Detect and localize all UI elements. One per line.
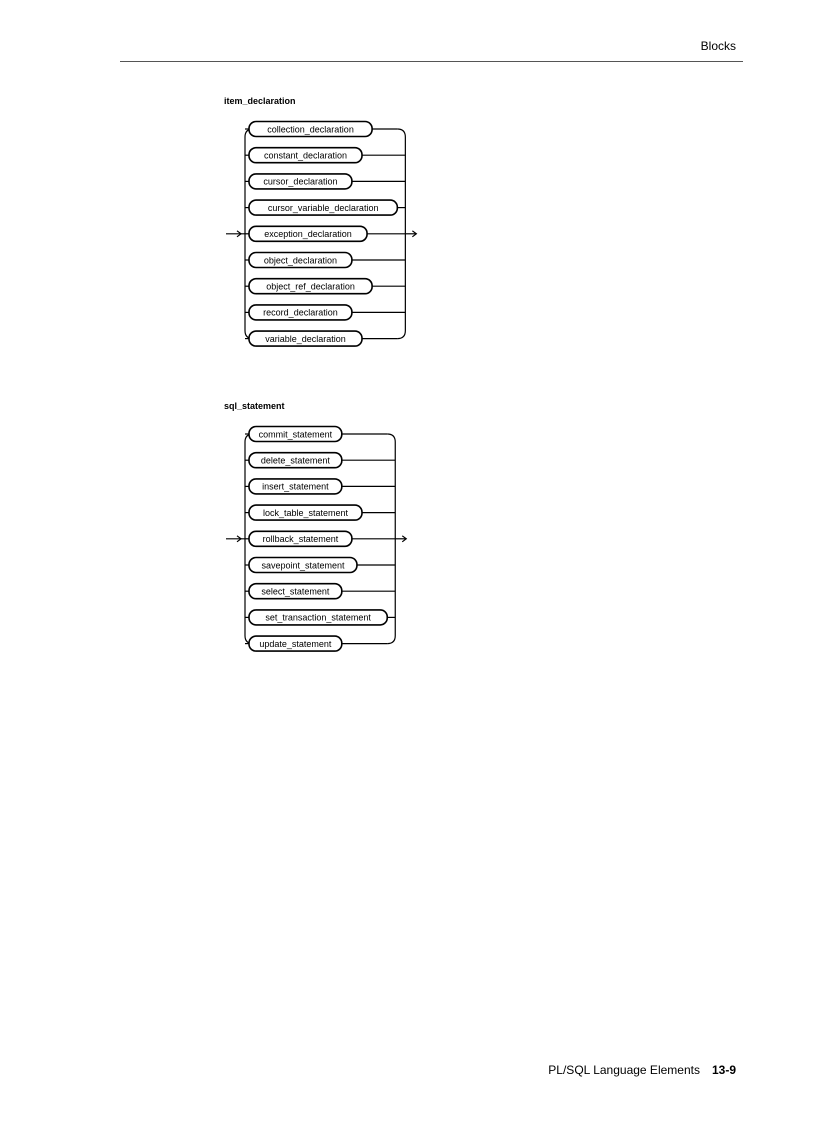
- footer-page-number: 13-9: [711, 1063, 736, 1077]
- syntax-node-label: variable_declaration: [265, 333, 346, 344]
- syntax-node-label: savepoint_statement: [261, 560, 345, 571]
- syntax-node-label: lock_table_statement: [262, 507, 349, 518]
- syntax-node-label: update_statement: [259, 638, 332, 649]
- diagram-title-item-declaration: item_declaration: [224, 96, 296, 106]
- syntax-node-label: set_transaction_statement: [265, 612, 371, 623]
- syntax-node-label: select_statement: [261, 586, 330, 597]
- syntax-node-label: insert_statement: [262, 481, 329, 492]
- syntax-node-label: cursor_variable_declaration: [267, 202, 379, 213]
- syntax-node-label: cursor_declaration: [263, 176, 338, 187]
- syntax-node-label: rollback_statement: [262, 534, 339, 545]
- syntax-node-label: collection_declaration: [267, 124, 354, 135]
- diagram-title-sql-statement: sql_statement: [224, 401, 285, 411]
- footer-section-title: PL/SQL Language Elements: [548, 1063, 700, 1077]
- syntax-node-label: record_declaration: [263, 307, 338, 318]
- page-footer: [548, 1063, 736, 1077]
- syntax-node-label: delete_statement: [260, 455, 330, 466]
- syntax-node-label: object_ref_declaration: [266, 281, 355, 292]
- syntax-node-label: object_declaration: [263, 255, 337, 266]
- syntax-node-label: constant_declaration: [263, 150, 348, 161]
- syntax-node-label: exception_declaration: [264, 229, 352, 240]
- syntax-node-label: commit_statement: [258, 429, 333, 440]
- page-header-title: Blocks: [700, 39, 736, 53]
